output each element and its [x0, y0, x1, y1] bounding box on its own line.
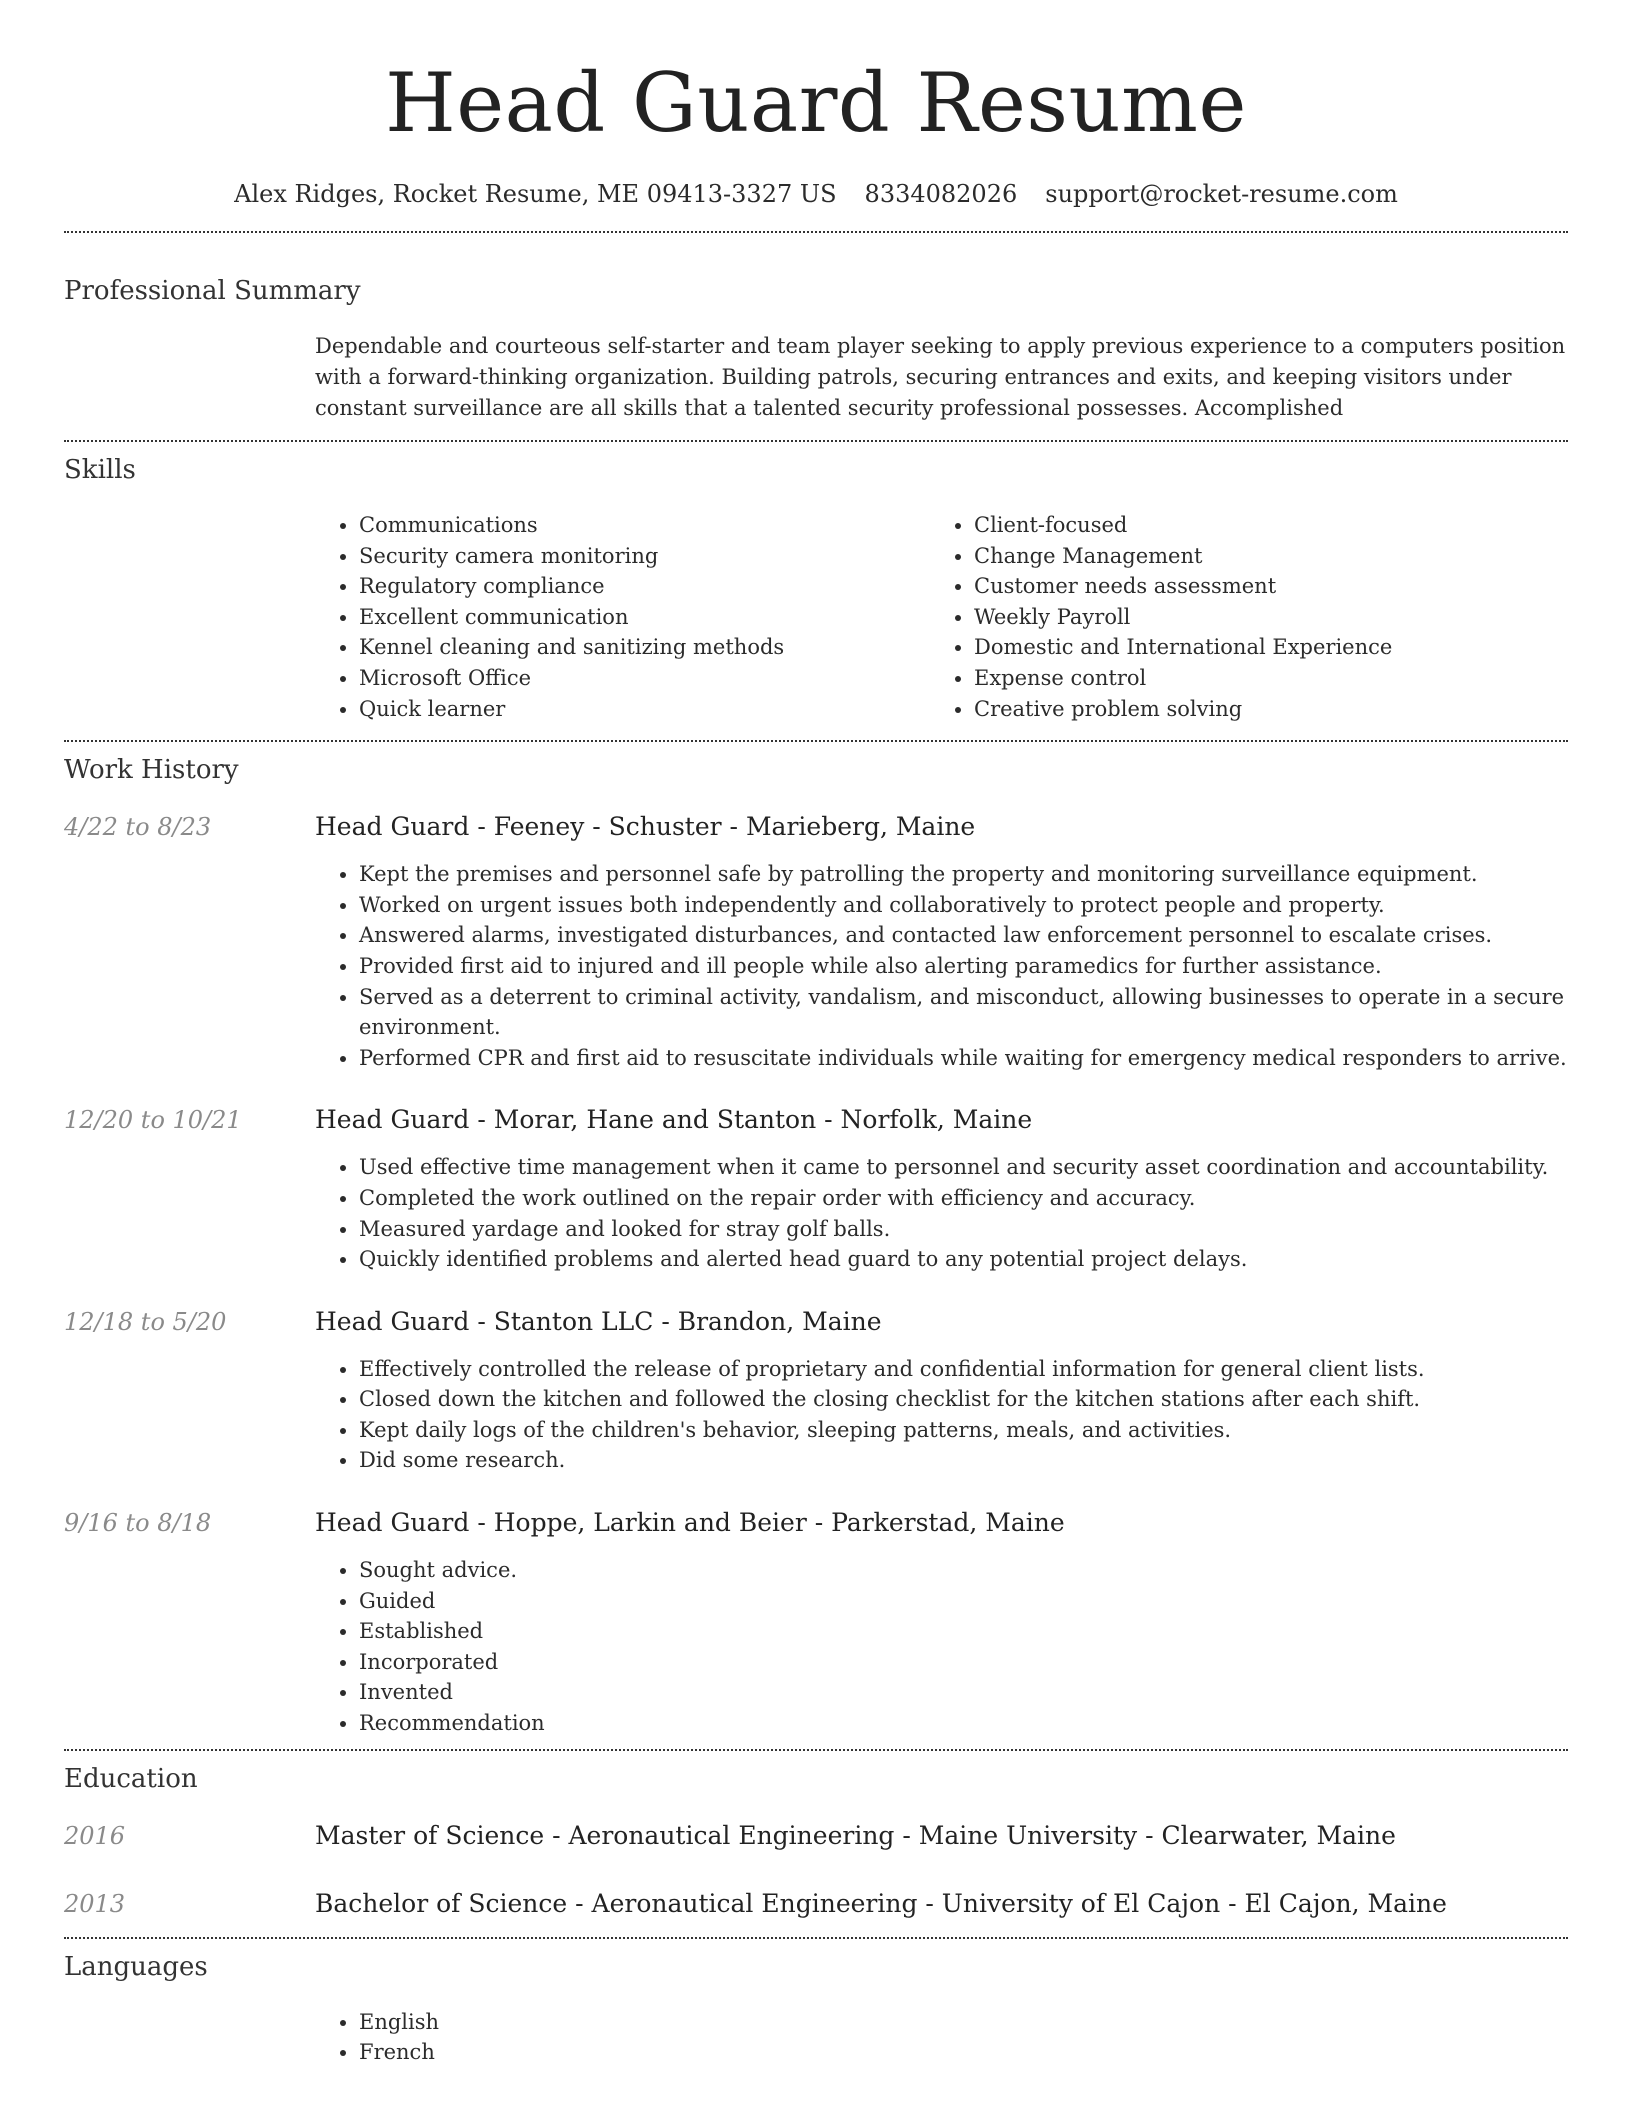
job-bullet: • Established: [359, 1616, 1568, 1647]
education-degree: Master of Science - Aeronautical Engineering - Maine University - Clearwater, Maine: [315, 1820, 1396, 1850]
job-dates: 4/22 to 8/23: [64, 813, 212, 842]
skills-column-left: [315, 510, 930, 724]
job-bullet: • Effectively controlled the release of proprietary and confidential information for general client lists.: [359, 1354, 1568, 1385]
skills-section: [64, 454, 1568, 724]
job-dates: 12/20 to 10/21: [64, 1106, 242, 1135]
job-bullet: • Invented: [359, 1677, 1568, 1708]
divider: [64, 1937, 1568, 1939]
job-bullet: • Quickly identified problems and alerted head guard to any potential project delays.: [359, 1244, 1568, 1275]
divider: [64, 231, 1568, 233]
skills-heading: Skills: [64, 455, 136, 485]
language-item: • French: [359, 2037, 1568, 2068]
job-bullet: • Used effective time management when it came to personnel and security asset coordination and accountability.: [359, 1152, 1568, 1183]
job-bullet: • Measured yardage and looked for stray golf balls.: [359, 1214, 1568, 1245]
contact-address: Alex Ridges, Rocket Resume, ME 09413-3327 US: [234, 180, 837, 208]
language-item: • English: [359, 2007, 1568, 2038]
job-bullet: • Closed down the kitchen and followed the closing checklist for the kitchen stations after each shift.: [359, 1384, 1568, 1415]
job-entry: [64, 1105, 1568, 1274]
languages-section: [64, 1951, 1568, 2068]
skill-item: • Communications: [359, 510, 930, 541]
page-title: Head Guard Resume: [385, 57, 1247, 151]
divider: [64, 440, 1568, 442]
skill-item: • Creative problem solving: [974, 694, 1545, 725]
contact-email: support@rocket-resume.com: [1045, 180, 1398, 208]
summary-text: Dependable and courteous self-starter and team player seeking to apply previous experience to a computers position with a forward-thinking organization. Building patrols, securing entrances and exits, and keeping visitors under constant surveillance are all skills that a talented security professional possesses. Accomplished: [315, 334, 1566, 420]
divider: [64, 1749, 1568, 1751]
skill-item: • Domestic and International Experience: [974, 632, 1545, 663]
education-heading: Education: [64, 1763, 198, 1794]
job-title: Head Guard - Stanton LLC - Brandon, Maine: [315, 1306, 882, 1336]
job-title: Head Guard - Hoppe, Larkin and Beier - Parkerstad, Maine: [315, 1508, 1065, 1538]
skill-item: • Kennel cleaning and sanitizing methods: [359, 632, 930, 663]
work-section: [64, 754, 1568, 1738]
skill-item: • Regulatory compliance: [359, 571, 930, 602]
job-entry: [64, 1508, 1568, 1739]
skill-item: • Expense control: [974, 663, 1545, 694]
skills-column-right: [930, 510, 1545, 724]
education-entry: [64, 1821, 1568, 1851]
job-entry: [64, 1307, 1568, 1476]
work-heading: Work History: [64, 755, 239, 786]
languages-heading: Languages: [64, 1951, 208, 1982]
job-bullet: • Recommendation: [359, 1708, 1568, 1739]
job-title: Head Guard - Morar, Hane and Stanton - Norfolk, Maine: [315, 1105, 1033, 1135]
education-section: [64, 1763, 1568, 1919]
education-entry: [64, 1889, 1568, 1919]
education-year: 2013: [64, 1889, 126, 1918]
job-bullet: • Worked on urgent issues both independently and collaboratively to protect people and property.: [359, 890, 1568, 921]
job-dates: 12/18 to 5/20: [64, 1307, 227, 1336]
skill-item: • Weekly Payroll: [974, 602, 1545, 633]
divider: [64, 740, 1568, 742]
skill-item: • Quick learner: [359, 694, 930, 725]
skills-list: [315, 510, 1568, 724]
job-title: Head Guard - Feeney - Schuster - Marieberg, Maine: [315, 812, 976, 842]
skill-item: • Change Management: [974, 541, 1545, 572]
skill-item: • Client-focused: [974, 510, 1545, 541]
job-bullet: • Sought advice.: [359, 1555, 1568, 1586]
job-bullet: • Kept the premises and personnel safe by patrolling the property and monitoring surveillance equipment.: [359, 859, 1568, 890]
job-bullet: • Completed the work outlined on the repair order with efficiency and accuracy.: [359, 1183, 1568, 1214]
job-bullet: • Served as a deterrent to criminal activity, vandalism, and misconduct, allowing businesses to operate in a secure environment.: [359, 982, 1568, 1043]
education-year: 2016: [64, 1821, 126, 1850]
job-bullet: • Provided first aid to injured and ill people while also alerting paramedics for further assistance.: [359, 951, 1568, 982]
skill-item: • Customer needs assessment: [974, 571, 1545, 602]
summary-heading: Professional Summary: [64, 276, 361, 306]
skill-item: • Security camera monitoring: [359, 541, 930, 572]
skill-item: • Excellent communication: [359, 602, 930, 633]
job-entry: [64, 812, 1568, 1073]
job-bullet: • Kept daily logs of the children's behavior, sleeping patterns, meals, and activities.: [359, 1415, 1568, 1446]
job-bullet: • Did some research.: [359, 1445, 1568, 1476]
languages-list: [315, 2007, 1568, 2068]
job-bullet: • Answered alarms, investigated disturbances, and contacted law enforcement personnel to escalate crises.: [359, 920, 1568, 951]
contact-line: [64, 179, 1568, 209]
job-dates: 9/16 to 8/18: [64, 1509, 212, 1538]
job-bullet: • Incorporated: [359, 1647, 1568, 1678]
education-degree: Bachelor of Science - Aeronautical Engineering - University of El Cajon - El Cajon, Maine: [315, 1888, 1447, 1918]
job-bullet: • Guided: [359, 1586, 1568, 1617]
summary-section: [64, 275, 1568, 424]
job-bullet: • Performed CPR and first aid to resuscitate individuals while waiting for emergency medical responders to arrive.: [359, 1043, 1568, 1074]
contact-phone: 8334082026: [864, 180, 1018, 208]
skill-item: • Microsoft Office: [359, 663, 930, 694]
